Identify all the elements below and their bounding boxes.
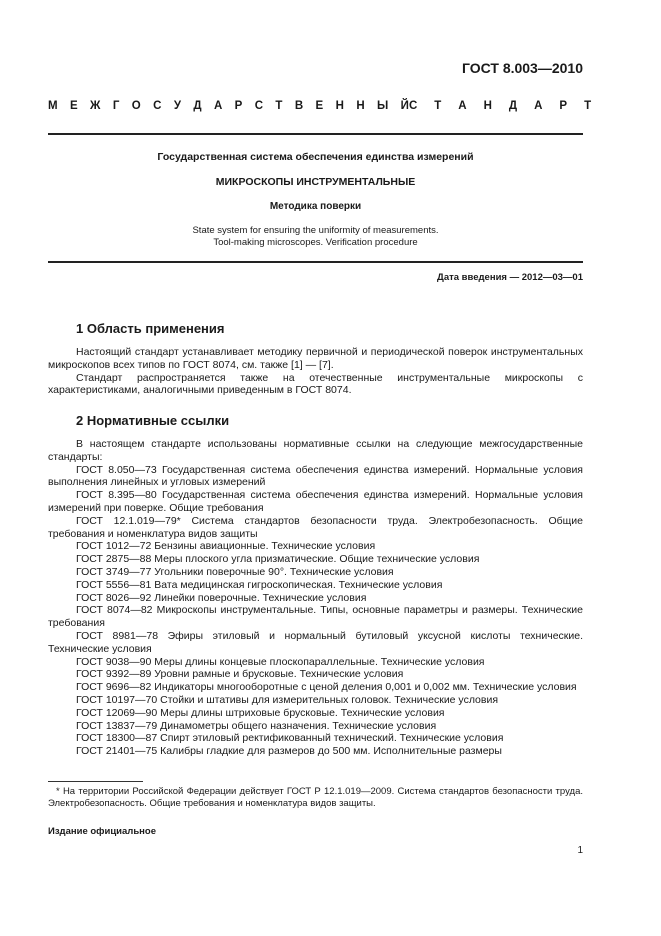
standard-code: ГОСТ 8.003—2010: [461, 60, 583, 76]
reference-item: ГОСТ 8.050—73 Государственная система обеспечения единства измерений. Нормальные условия выполнения линейных и угловых измерений: [48, 463, 583, 489]
interstate-word: М Е Ж Г О С У Д А Р С Т В Е Н Н Ы Й: [48, 100, 409, 112]
system-title: Государственная система обеспечения единства измерений: [157, 151, 474, 163]
section2-heading: 2 Нормативные ссылки: [76, 413, 230, 428]
reference-item: ГОСТ 18300—87 Спирт этиловый ректификованный технический. Технические условия: [76, 732, 504, 745]
standard-word: С Т А Н Д А Р Т: [408, 100, 592, 112]
reference-item: ГОСТ 9038—90 Меры длины концевые плоскопараллельные. Технические условия: [76, 655, 485, 668]
section1-paragraph: Настоящий стандарт устанавливает методику первичной и периодической поверок инструментальных микроскопов всех типов по ГОСТ 8074, см. также [1] — [7].: [48, 346, 583, 371]
footnote-rule: [48, 781, 143, 782]
reference-item: ГОСТ 5556—81 Вата медицинская гигроскопическая. Технические условия: [76, 578, 443, 591]
english-title-line2: Tool-making microscopes. Verification procedure: [213, 237, 418, 248]
reference-item: ГОСТ 8981—78 Эфиры этиловый и нормальный бутиловый уксусной кислоты технические. Технические условия: [48, 629, 583, 655]
page-number: 1: [577, 845, 583, 856]
reference-item: ГОСТ 3749—77 Угольники поверочные 90°. Технические условия: [76, 565, 394, 578]
reference-item: ГОСТ 8026—92 Линейки поверочные. Технические условия: [76, 591, 367, 604]
section2-body: [48, 438, 583, 758]
title-bottom-rule: [48, 261, 583, 263]
reference-item: ГОСТ 13837—79 Динамометры общего назначения. Технические условия: [76, 719, 437, 732]
main-title: МИКРОСКОПЫ ИНСТРУМЕНТАЛЬНЫЕ: [215, 176, 416, 188]
interstate-standard-banner: [48, 100, 592, 112]
section1-body: [48, 346, 583, 397]
reference-item: ГОСТ 8074—82 Микроскопы инструментальные. Типы, основные параметры и размеры. Технические требования: [48, 604, 583, 630]
english-title: [48, 225, 583, 249]
reference-item: ГОСТ 1012—72 Бензины авиационные. Технические условия: [76, 540, 376, 553]
section2-intro: В настоящем стандарте использованы нормативные ссылки на следующие межгосударственные стандарты:: [48, 438, 583, 463]
reference-list: [48, 464, 583, 758]
footnote: * На территории Российской Федерации действует ГОСТ Р 12.1.019—2009. Система стандартов безопасности труда. Электробезопасность. Общие требования и номенклатура видов защиты.: [48, 786, 583, 809]
reference-item: ГОСТ 12.1.019—79* Система стандартов безопасности труда. Электробезопасность. Общие требования и номенклатура видов защиты: [48, 514, 583, 540]
reference-item: ГОСТ 12069—90 Меры длины штриховые брусковые. Технические условия: [76, 706, 445, 719]
top-rule: [48, 133, 583, 135]
edition-label: Издание официальное: [48, 826, 156, 837]
effective-date: Дата введения — 2012—03—01: [437, 272, 583, 283]
english-title-line1: State system for ensuring the uniformity of measurements.: [192, 225, 439, 236]
reference-item: ГОСТ 8.395—80 Государственная система обеспечения единства измерений. Нормальные условия измерений при поверке. Общие требования: [48, 489, 583, 514]
reference-item: ГОСТ 21401—75 Калибры гладкие для размеров до 500 мм. Исполнительные размеры: [76, 745, 502, 758]
reference-item: ГОСТ 2875—88 Меры плоского угла призматические. Общие технические условия: [76, 553, 480, 566]
section1-paragraph: Стандарт распространяется также на отечественные инструментальные микроскопы с характеристиками, аналогичными приведенным в ГОСТ 8074.: [48, 371, 583, 397]
reference-item: ГОСТ 9696—82 Индикаторы многооборотные с ценой деления 0,001 и 0,002 мм. Технические условия: [76, 681, 577, 694]
reference-item: ГОСТ 9392—89 Уровни рамные и брусковые. Технические условия: [76, 668, 404, 681]
reference-item: ГОСТ 10197—70 Стойки и штативы для измерительных головок. Технические условия: [76, 693, 499, 706]
section1-heading: 1 Область применения: [76, 321, 225, 336]
method-title: Методика поверки: [269, 201, 362, 212]
